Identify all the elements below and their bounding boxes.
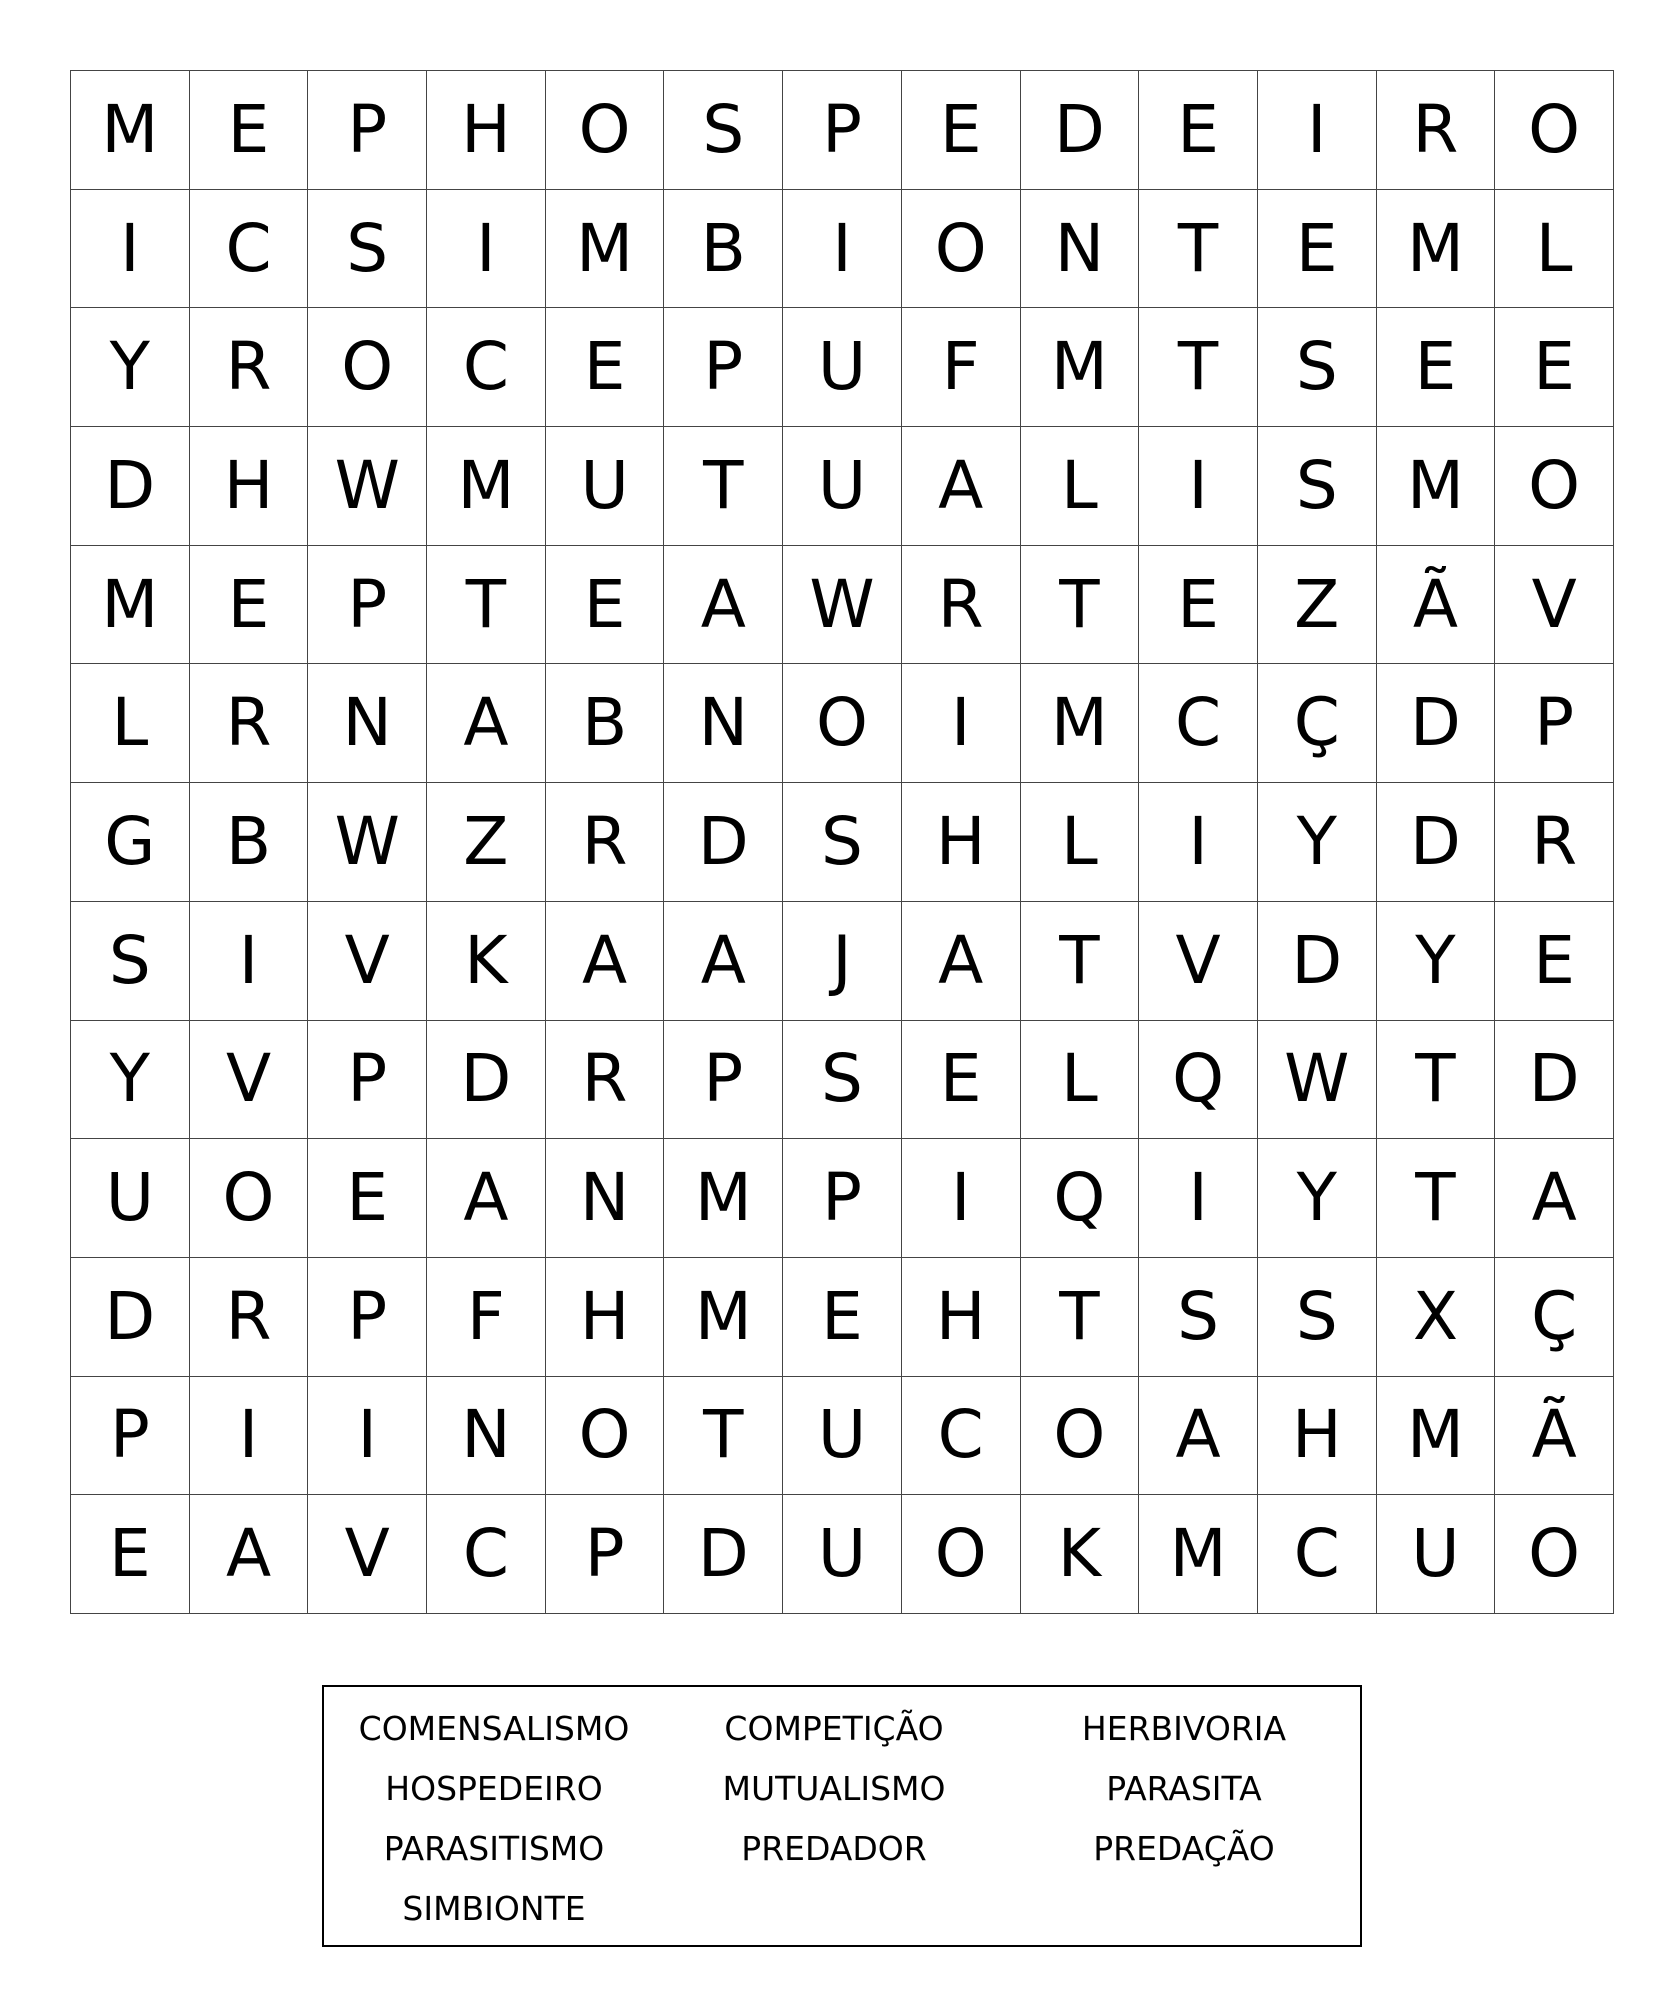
grid-cell[interactable]: B bbox=[664, 190, 783, 309]
grid-cell[interactable]: E bbox=[190, 546, 309, 665]
grid-cell[interactable]: H bbox=[902, 783, 1021, 902]
grid-cell[interactable]: U bbox=[783, 308, 902, 427]
grid-cell[interactable]: U bbox=[783, 427, 902, 546]
grid-cell[interactable]: Ç bbox=[1258, 664, 1377, 783]
grid-cell[interactable]: B bbox=[546, 664, 665, 783]
grid-cell[interactable]: P bbox=[783, 1139, 902, 1258]
grid-cell[interactable]: D bbox=[1377, 664, 1496, 783]
grid-cell[interactable]: O bbox=[1495, 1495, 1614, 1614]
grid-cell[interactable]: K bbox=[1021, 1495, 1140, 1614]
grid-cell[interactable]: L bbox=[71, 664, 190, 783]
grid-cell[interactable]: S bbox=[1258, 1258, 1377, 1377]
grid-cell[interactable]: N bbox=[664, 664, 783, 783]
grid-cell[interactable]: B bbox=[190, 783, 309, 902]
grid-cell[interactable]: W bbox=[308, 427, 427, 546]
word-list-item: HOSPEDEIRO bbox=[385, 1769, 603, 1808]
grid-cell[interactable]: C bbox=[1258, 1495, 1377, 1614]
grid-cell[interactable]: D bbox=[664, 783, 783, 902]
letter-grid bbox=[70, 70, 1614, 1614]
grid-cell[interactable]: N bbox=[546, 1139, 665, 1258]
grid-cell[interactable]: A bbox=[427, 664, 546, 783]
word-list-item: COMENSALISMO bbox=[358, 1709, 630, 1748]
grid-cell[interactable]: T bbox=[1021, 1258, 1140, 1377]
grid-cell[interactable]: S bbox=[664, 71, 783, 190]
grid-cell[interactable]: F bbox=[902, 308, 1021, 427]
grid-cell[interactable]: E bbox=[902, 71, 1021, 190]
grid-cell[interactable]: D bbox=[71, 1258, 190, 1377]
grid-cell[interactable]: M bbox=[71, 546, 190, 665]
grid-cell[interactable]: I bbox=[190, 902, 309, 1021]
grid-cell[interactable]: Z bbox=[1258, 546, 1377, 665]
grid-cell[interactable]: L bbox=[1495, 190, 1614, 309]
grid-cell[interactable]: T bbox=[664, 427, 783, 546]
grid-cell[interactable]: S bbox=[783, 783, 902, 902]
grid-cell[interactable]: F bbox=[427, 1258, 546, 1377]
grid-cell[interactable]: Y bbox=[71, 1021, 190, 1140]
grid-cell[interactable]: A bbox=[664, 546, 783, 665]
grid-cell[interactable]: E bbox=[546, 308, 665, 427]
grid-cell[interactable]: N bbox=[1021, 190, 1140, 309]
grid-cell[interactable]: A bbox=[902, 902, 1021, 1021]
grid-cell[interactable]: T bbox=[1021, 902, 1140, 1021]
grid-cell[interactable]: M bbox=[664, 1139, 783, 1258]
grid-cell[interactable]: C bbox=[190, 190, 309, 309]
grid-cell[interactable]: Y bbox=[1258, 1139, 1377, 1258]
grid-cell[interactable]: K bbox=[427, 902, 546, 1021]
grid-cell[interactable]: U bbox=[783, 1495, 902, 1614]
grid-cell[interactable]: P bbox=[1495, 664, 1614, 783]
grid-cell[interactable]: P bbox=[308, 71, 427, 190]
grid-cell[interactable]: A bbox=[190, 1495, 309, 1614]
grid-cell[interactable]: V bbox=[1139, 902, 1258, 1021]
grid-cell[interactable]: J bbox=[783, 902, 902, 1021]
grid-cell[interactable]: I bbox=[1139, 427, 1258, 546]
grid-cell[interactable]: X bbox=[1377, 1258, 1496, 1377]
grid-cell[interactable]: W bbox=[783, 546, 902, 665]
grid-cell[interactable]: P bbox=[664, 308, 783, 427]
grid-cell[interactable]: V bbox=[308, 902, 427, 1021]
grid-cell[interactable]: T bbox=[664, 1377, 783, 1496]
grid-cell[interactable]: U bbox=[1377, 1495, 1496, 1614]
grid-cell[interactable]: R bbox=[190, 308, 309, 427]
grid-cell[interactable]: T bbox=[1377, 1021, 1496, 1140]
grid-cell[interactable]: M bbox=[1377, 190, 1496, 309]
grid-cell[interactable]: R bbox=[1377, 71, 1496, 190]
grid-cell[interactable]: N bbox=[308, 664, 427, 783]
grid-cell[interactable]: Ã bbox=[1495, 1377, 1614, 1496]
grid-cell[interactable]: E bbox=[1377, 308, 1496, 427]
grid-cell[interactable]: C bbox=[427, 1495, 546, 1614]
grid-cell[interactable]: S bbox=[1139, 1258, 1258, 1377]
grid-cell[interactable]: A bbox=[427, 1139, 546, 1258]
grid-cell[interactable]: D bbox=[1495, 1021, 1614, 1140]
word-list-item: COMPETIÇÃO bbox=[724, 1709, 944, 1748]
grid-cell[interactable]: V bbox=[1495, 546, 1614, 665]
word-list-column-2 bbox=[664, 1699, 1004, 1879]
word-list-column-1 bbox=[324, 1699, 664, 1939]
grid-cell[interactable]: A bbox=[1495, 1139, 1614, 1258]
grid-cell[interactable]: H bbox=[1258, 1377, 1377, 1496]
grid-cell[interactable]: D bbox=[1258, 902, 1377, 1021]
grid-cell[interactable]: E bbox=[783, 1258, 902, 1377]
grid-cell[interactable]: S bbox=[783, 1021, 902, 1140]
word-list-item: HERBIVORIA bbox=[1081, 1709, 1287, 1748]
grid-cell[interactable]: E bbox=[1495, 308, 1614, 427]
grid-cell[interactable]: P bbox=[546, 1495, 665, 1614]
grid-cell[interactable]: D bbox=[71, 427, 190, 546]
grid-cell[interactable]: H bbox=[190, 427, 309, 546]
grid-cell[interactable]: I bbox=[1139, 783, 1258, 902]
grid-cell[interactable]: M bbox=[546, 190, 665, 309]
grid-cell[interactable]: C bbox=[902, 1377, 1021, 1496]
grid-cell[interactable]: R bbox=[546, 1021, 665, 1140]
grid-cell[interactable]: R bbox=[190, 1258, 309, 1377]
grid-cell[interactable]: E bbox=[1139, 546, 1258, 665]
grid-cell[interactable]: E bbox=[1258, 190, 1377, 309]
grid-cell[interactable]: I bbox=[190, 1377, 309, 1496]
grid-cell[interactable]: Ç bbox=[1495, 1258, 1614, 1377]
word-list-item: PREDADOR bbox=[741, 1829, 927, 1868]
grid-cell[interactable]: I bbox=[902, 664, 1021, 783]
word-list-item: PARASITISMO bbox=[383, 1829, 605, 1868]
grid-cell[interactable]: A bbox=[664, 902, 783, 1021]
grid-cell[interactable]: O bbox=[190, 1139, 309, 1258]
grid-cell[interactable]: T bbox=[1139, 190, 1258, 309]
grid-cell[interactable]: M bbox=[1021, 664, 1140, 783]
word-list-item: PREDAÇÃO bbox=[1093, 1829, 1275, 1868]
grid-cell[interactable]: R bbox=[546, 783, 665, 902]
grid-cell[interactable]: Y bbox=[1258, 783, 1377, 902]
grid-cell[interactable]: I bbox=[1258, 71, 1377, 190]
grid-cell[interactable]: E bbox=[546, 546, 665, 665]
grid-cell[interactable]: G bbox=[71, 783, 190, 902]
grid-cell[interactable]: H bbox=[427, 71, 546, 190]
grid-cell[interactable]: C bbox=[1139, 664, 1258, 783]
grid-cell[interactable]: M bbox=[1377, 427, 1496, 546]
grid-cell[interactable]: S bbox=[1258, 308, 1377, 427]
grid-cell[interactable]: D bbox=[1377, 783, 1496, 902]
grid-cell[interactable]: E bbox=[71, 1495, 190, 1614]
grid-cell[interactable]: D bbox=[664, 1495, 783, 1614]
grid-cell[interactable]: M bbox=[71, 71, 190, 190]
grid-cell[interactable]: U bbox=[546, 427, 665, 546]
grid-cell[interactable]: P bbox=[308, 1021, 427, 1140]
grid-cell[interactable]: I bbox=[1139, 1139, 1258, 1258]
grid-cell[interactable]: Ã bbox=[1377, 546, 1496, 665]
grid-cell[interactable]: P bbox=[783, 71, 902, 190]
grid-cell[interactable]: V bbox=[308, 1495, 427, 1614]
grid-cell[interactable]: R bbox=[902, 546, 1021, 665]
grid-cell[interactable]: T bbox=[1021, 546, 1140, 665]
grid-cell[interactable]: A bbox=[1139, 1377, 1258, 1496]
grid-cell[interactable]: I bbox=[427, 190, 546, 309]
grid-cell[interactable]: M bbox=[1377, 1377, 1496, 1496]
word-list-item: SIMBIONTE bbox=[402, 1889, 586, 1928]
grid-cell[interactable]: D bbox=[1021, 71, 1140, 190]
grid-cell[interactable]: L bbox=[1021, 783, 1140, 902]
grid-cell[interactable]: C bbox=[427, 308, 546, 427]
grid-cell[interactable]: O bbox=[546, 1377, 665, 1496]
grid-cell[interactable]: A bbox=[902, 427, 1021, 546]
grid-cell[interactable]: I bbox=[308, 1377, 427, 1496]
grid-cell[interactable]: O bbox=[1495, 427, 1614, 546]
grid-cell[interactable]: I bbox=[902, 1139, 1021, 1258]
grid-cell[interactable]: H bbox=[546, 1258, 665, 1377]
grid-cell[interactable]: O bbox=[1495, 71, 1614, 190]
grid-cell[interactable]: L bbox=[1021, 1021, 1140, 1140]
grid-cell[interactable]: Y bbox=[1377, 902, 1496, 1021]
word-list-item: MUTUALISMO bbox=[722, 1769, 946, 1808]
grid-cell[interactable]: Z bbox=[427, 783, 546, 902]
grid-cell[interactable]: M bbox=[427, 427, 546, 546]
grid-cell[interactable]: P bbox=[308, 546, 427, 665]
grid-cell[interactable]: E bbox=[1139, 71, 1258, 190]
grid-cell[interactable]: O bbox=[546, 71, 665, 190]
word-list-column-3 bbox=[1014, 1699, 1354, 1879]
grid-cell[interactable]: S bbox=[1258, 427, 1377, 546]
grid-cell[interactable]: T bbox=[1139, 308, 1258, 427]
grid-cell[interactable]: A bbox=[546, 902, 665, 1021]
grid-cell[interactable]: S bbox=[308, 190, 427, 309]
grid-cell[interactable]: E bbox=[902, 1021, 1021, 1140]
grid-cell[interactable]: I bbox=[783, 190, 902, 309]
grid-cell[interactable]: W bbox=[308, 783, 427, 902]
grid-cell[interactable]: M bbox=[1139, 1495, 1258, 1614]
grid-cell[interactable]: H bbox=[902, 1258, 1021, 1377]
grid-cell[interactable]: P bbox=[308, 1258, 427, 1377]
grid-cell[interactable]: I bbox=[71, 190, 190, 309]
grid-cell[interactable]: U bbox=[71, 1139, 190, 1258]
grid-cell[interactable]: O bbox=[902, 1495, 1021, 1614]
grid-cell[interactable]: O bbox=[1021, 1377, 1140, 1496]
grid-cell[interactable]: V bbox=[190, 1021, 309, 1140]
grid-cell[interactable]: O bbox=[783, 664, 902, 783]
grid-cell[interactable]: R bbox=[1495, 783, 1614, 902]
grid-cell[interactable]: O bbox=[308, 308, 427, 427]
grid-cell[interactable]: E bbox=[308, 1139, 427, 1258]
grid-cell[interactable]: M bbox=[1021, 308, 1140, 427]
grid-cell[interactable]: W bbox=[1258, 1021, 1377, 1140]
grid-cell[interactable]: Q bbox=[1021, 1139, 1140, 1258]
grid-cell[interactable]: Q bbox=[1139, 1021, 1258, 1140]
grid-cell[interactable]: E bbox=[1495, 902, 1614, 1021]
grid-cell[interactable]: L bbox=[1021, 427, 1140, 546]
grid-cell[interactable]: R bbox=[190, 664, 309, 783]
grid-cell[interactable]: S bbox=[71, 902, 190, 1021]
grid-cell[interactable]: T bbox=[427, 546, 546, 665]
grid-cell[interactable]: O bbox=[902, 190, 1021, 309]
grid-cell[interactable]: N bbox=[427, 1377, 546, 1496]
grid-cell[interactable]: D bbox=[427, 1021, 546, 1140]
grid-cell[interactable]: Y bbox=[71, 308, 190, 427]
grid-cell[interactable]: E bbox=[190, 71, 309, 190]
grid-cell[interactable]: T bbox=[1377, 1139, 1496, 1258]
grid-cell[interactable]: P bbox=[664, 1021, 783, 1140]
word-list-item: PARASITA bbox=[1106, 1769, 1262, 1808]
grid-cell[interactable]: M bbox=[664, 1258, 783, 1377]
grid-cell[interactable]: U bbox=[783, 1377, 902, 1496]
grid-cell[interactable]: P bbox=[71, 1377, 190, 1496]
word-list-box bbox=[322, 1685, 1362, 1947]
